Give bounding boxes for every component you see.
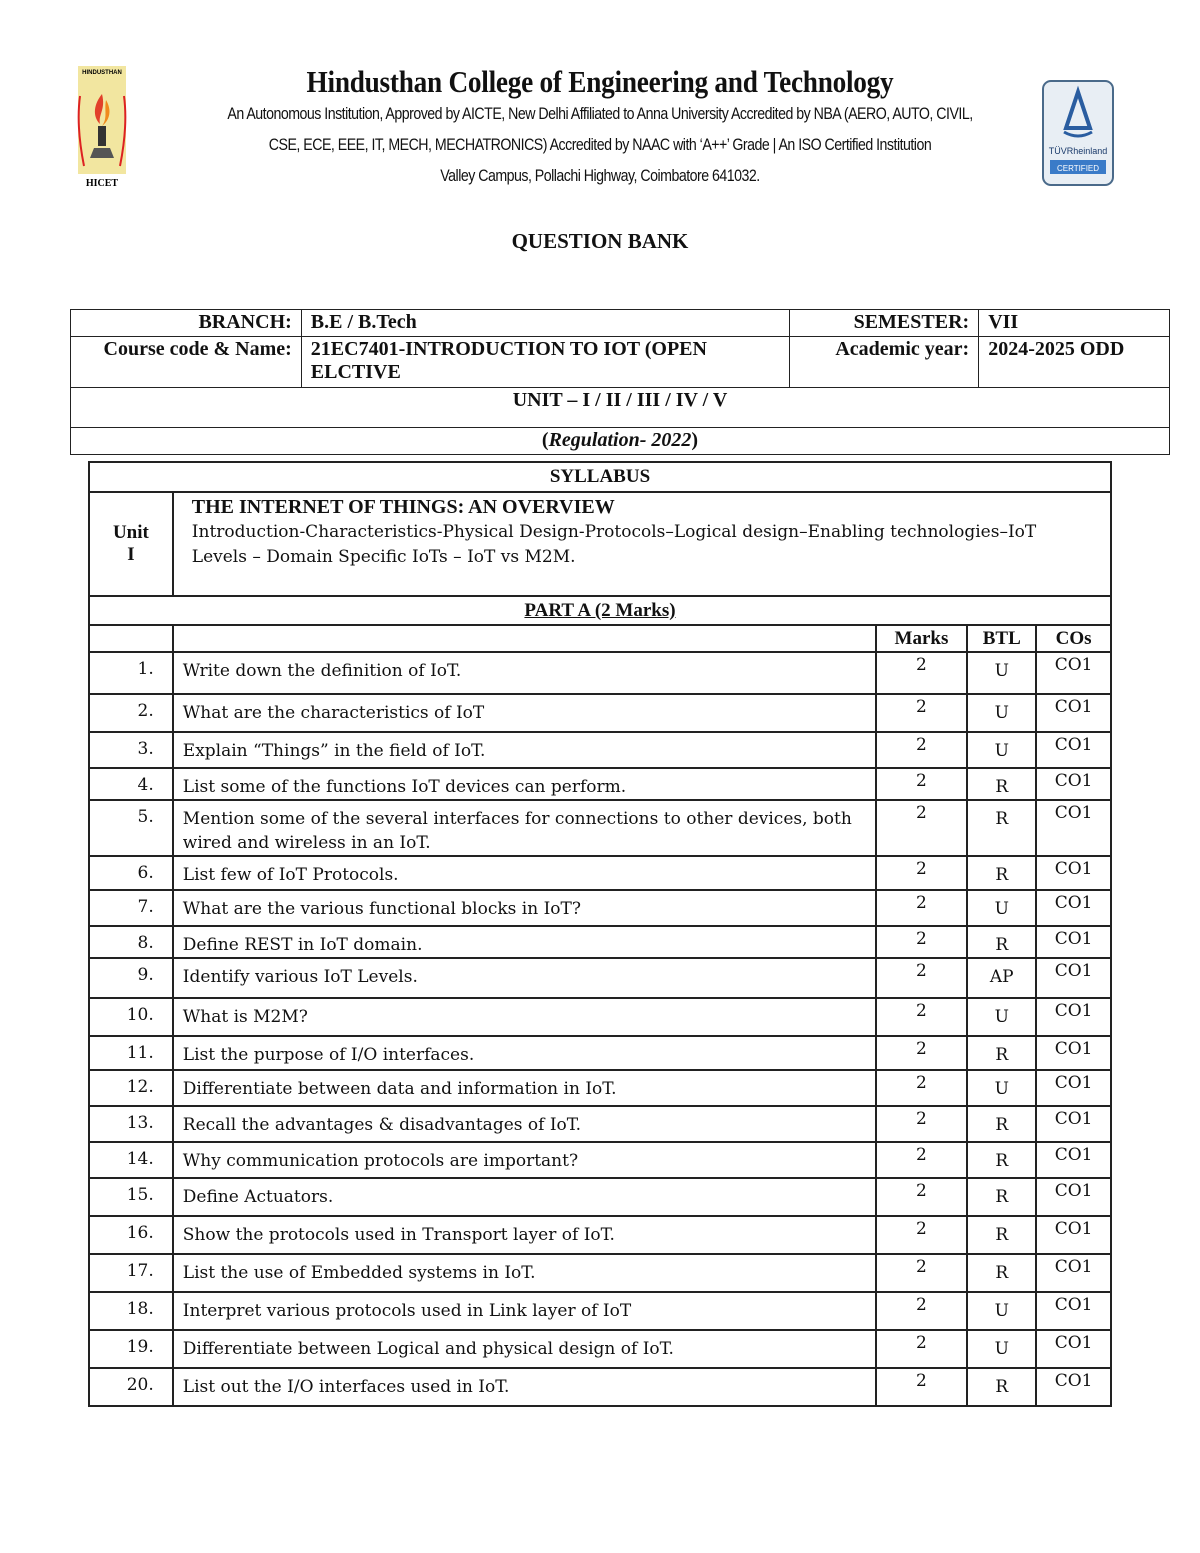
question-co: CO1: [1036, 768, 1111, 800]
question-btl: R: [967, 1106, 1036, 1142]
question-text: List the purpose of I/O interfaces.: [173, 1036, 876, 1070]
question-marks: 2: [876, 1036, 968, 1070]
question-number: 12.: [89, 1070, 173, 1106]
college-name: Hindusthan College of Engineering and Technology: [306, 64, 894, 99]
question-btl: U: [967, 890, 1036, 926]
question-number: 11.: [89, 1036, 173, 1070]
college-address: Valley Campus, Pollachi Highway, Coimbatore 641032.: [440, 167, 760, 185]
question-marks: 2: [876, 768, 968, 800]
table-row: [89, 694, 1111, 732]
question-number: 6.: [89, 856, 173, 890]
table-row: [89, 958, 1111, 998]
question-text: List some of the functions IoT devices can perform.: [173, 768, 876, 800]
question-btl: R: [967, 1254, 1036, 1292]
syllabus-content: Introduction-Characteristics-Physical Design-Protocols–Logical design–Enabling technologies–IoT Levels – Domain Specific IoTs – IoT vs M2M.: [191, 522, 1037, 567]
question-btl: R: [967, 1368, 1036, 1406]
syllabus-content-cell: [173, 492, 1111, 596]
question-co: CO1: [1036, 1070, 1111, 1106]
question-text: List the use of Embedded systems in IoT.: [173, 1254, 876, 1292]
table-row: [89, 732, 1111, 768]
question-co: CO1: [1036, 800, 1111, 856]
question-btl: AP: [967, 958, 1036, 998]
question-text: Differentiate between data and information in IoT.: [173, 1070, 876, 1106]
question-btl: U: [967, 998, 1036, 1036]
regulation-text: Regulation- 2022: [548, 429, 692, 451]
question-co: CO1: [1036, 1368, 1111, 1406]
syllabus-heading: SYLLABUS: [89, 462, 1111, 492]
question-text: Recall the advantages & disadvantages of IoT.: [173, 1106, 876, 1142]
question-number: 3.: [89, 732, 173, 768]
academic-year-label: Academic year:: [790, 337, 979, 388]
question-co: CO1: [1036, 958, 1111, 998]
question-text: Identify various IoT Levels.: [173, 958, 876, 998]
question-btl: R: [967, 926, 1036, 958]
table-row: [89, 856, 1111, 890]
units-row: UNIT – I / II / III / IV / V: [71, 388, 1170, 428]
question-marks: 2: [876, 998, 968, 1036]
question-btl: R: [967, 1216, 1036, 1254]
question-co: CO1: [1036, 926, 1111, 958]
table-row: [89, 1368, 1111, 1406]
tuv-brand: TÜVRheinland: [1048, 146, 1108, 156]
college-accreditation-line-2: CSE, ECE, EEE, IT, MECH, MECHATRONICS) Accredited by NAAC with ‘A++’ Grade | An ISO Certified Institution: [268, 136, 932, 154]
unit-label: Unit: [112, 522, 149, 543]
col-number-header: [89, 625, 173, 652]
question-text: Why communication protocols are important?: [173, 1142, 876, 1178]
question-co: CO1: [1036, 694, 1111, 732]
question-number: 2.: [89, 694, 173, 732]
question-marks: 2: [876, 890, 968, 926]
question-btl: R: [967, 1178, 1036, 1216]
question-marks: 2: [876, 800, 968, 856]
question-marks: 2: [876, 1330, 968, 1368]
question-number: 7.: [89, 890, 173, 926]
part-a-heading: PART A (2 Marks): [89, 596, 1111, 625]
question-co: CO1: [1036, 998, 1111, 1036]
question-marks: 2: [876, 856, 968, 890]
question-text: Differentiate between Logical and physical design of IoT.: [173, 1330, 876, 1368]
question-number: 4.: [89, 768, 173, 800]
question-btl: U: [967, 732, 1036, 768]
course-label: Course code & Name:: [71, 337, 302, 388]
question-marks: 2: [876, 652, 968, 694]
academic-year-value: 2024-2025 ODD: [979, 337, 1170, 388]
question-text: List few of IoT Protocols.: [173, 856, 876, 890]
question-co: CO1: [1036, 1216, 1111, 1254]
table-row: [89, 800, 1111, 856]
question-marks: 2: [876, 958, 968, 998]
semester-value: VII: [979, 310, 1170, 337]
question-btl: R: [967, 800, 1036, 856]
question-marks: 2: [876, 1254, 968, 1292]
semester-label: SEMESTER:: [790, 310, 979, 337]
question-number: 8.: [89, 926, 173, 958]
question-btl: R: [967, 856, 1036, 890]
question-number: 5.: [89, 800, 173, 856]
branch-label: BRANCH:: [71, 310, 302, 337]
question-co: CO1: [1036, 1142, 1111, 1178]
tuv-certified-label: CERTIFIED: [1056, 164, 1100, 173]
question-text: What are the characteristics of IoT: [173, 694, 876, 732]
question-co: CO1: [1036, 652, 1111, 694]
table-row: [89, 768, 1111, 800]
question-number: 14.: [89, 1142, 173, 1178]
table-row: [89, 652, 1111, 694]
question-btl: U: [967, 694, 1036, 732]
question-text: What is M2M?: [173, 998, 876, 1036]
question-number: 16.: [89, 1216, 173, 1254]
regulation-row: (Regulation- 2022): [71, 428, 1170, 455]
question-btl: U: [967, 1070, 1036, 1106]
question-marks: 2: [876, 1178, 968, 1216]
table-row: [89, 1216, 1111, 1254]
question-marks: 2: [876, 732, 968, 768]
question-text: Mention some of the several interfaces for connections to other devices, both wired and wireless in an IoT.: [173, 800, 876, 856]
question-text: Interpret various protocols used in Link layer of IoT: [173, 1292, 876, 1330]
question-marks: 2: [876, 1292, 968, 1330]
question-marks: 2: [876, 1070, 968, 1106]
table-row: [89, 1330, 1111, 1368]
question-marks: 2: [876, 1216, 968, 1254]
table-row: [89, 1036, 1111, 1070]
document-title: QUESTION BANK: [511, 229, 689, 253]
question-number: 20.: [89, 1368, 173, 1406]
unit-number: I: [127, 544, 135, 565]
question-co: CO1: [1036, 1330, 1111, 1368]
question-text: Show the protocols used in Transport layer of IoT.: [173, 1216, 876, 1254]
question-btl: U: [967, 1330, 1036, 1368]
question-number: 10.: [89, 998, 173, 1036]
question-text: Write down the definition of IoT.: [173, 652, 876, 694]
question-marks: 2: [876, 1142, 968, 1178]
question-number: 9.: [89, 958, 173, 998]
table-row: [89, 1292, 1111, 1330]
question-co: CO1: [1036, 1178, 1111, 1216]
table-row: [89, 1106, 1111, 1142]
question-btl: R: [967, 1036, 1036, 1070]
question-number: 19.: [89, 1330, 173, 1368]
question-marks: 2: [876, 1106, 968, 1142]
table-row: [89, 998, 1111, 1036]
question-text: Define Actuators.: [173, 1178, 876, 1216]
table-row: [89, 926, 1111, 958]
question-number: 18.: [89, 1292, 173, 1330]
question-text: What are the various functional blocks in IoT?: [173, 890, 876, 926]
question-marks: 2: [876, 926, 968, 958]
course-info-table: [70, 309, 1170, 455]
logo-caption-top: HINDUSTHAN: [82, 70, 122, 76]
question-co: CO1: [1036, 890, 1111, 926]
question-co: CO1: [1036, 1036, 1111, 1070]
question-btl: U: [967, 652, 1036, 694]
col-question-header: [173, 625, 876, 652]
question-text: Define REST in IoT domain.: [173, 926, 876, 958]
col-cos-header: COs: [1036, 625, 1111, 652]
question-marks: 2: [876, 1368, 968, 1406]
question-number: 13.: [89, 1106, 173, 1142]
question-text: Explain “Things” in the field of IoT.: [173, 732, 876, 768]
course-value: 21EC7401-INTRODUCTION TO IOT (OPEN ELCTIVE: [301, 337, 789, 388]
question-text: List out the I/O interfaces used in IoT.: [173, 1368, 876, 1406]
question-marks: 2: [876, 694, 968, 732]
logo-caption-bottom: HICET: [85, 178, 119, 189]
table-row: [89, 1254, 1111, 1292]
table-row: [89, 1070, 1111, 1106]
question-table: [88, 461, 1112, 1407]
question-co: CO1: [1036, 732, 1111, 768]
table-row: [89, 1142, 1111, 1178]
college-accreditation-line-1: An Autonomous Institution, Approved by AICTE, New Delhi Affiliated to Anna University Accredited by NBA (AERO, AUTO, CIVIL,: [227, 105, 973, 123]
table-row: [89, 890, 1111, 926]
col-btl-header: BTL: [967, 625, 1036, 652]
table-row: [89, 1178, 1111, 1216]
col-marks-header: Marks: [876, 625, 968, 652]
question-number: 17.: [89, 1254, 173, 1292]
question-btl: R: [967, 1142, 1036, 1178]
branch-value: B.E / B.Tech: [301, 310, 789, 337]
syllabus-title: THE INTERNET OF THINGS: AN OVERVIEW: [191, 496, 615, 518]
question-btl: R: [967, 768, 1036, 800]
unit-cell: [89, 492, 173, 596]
question-co: CO1: [1036, 1106, 1111, 1142]
question-btl: U: [967, 1292, 1036, 1330]
question-number: 1.: [89, 652, 173, 694]
question-co: CO1: [1036, 1254, 1111, 1292]
question-co: CO1: [1036, 1292, 1111, 1330]
question-number: 15.: [89, 1178, 173, 1216]
question-co: CO1: [1036, 856, 1111, 890]
